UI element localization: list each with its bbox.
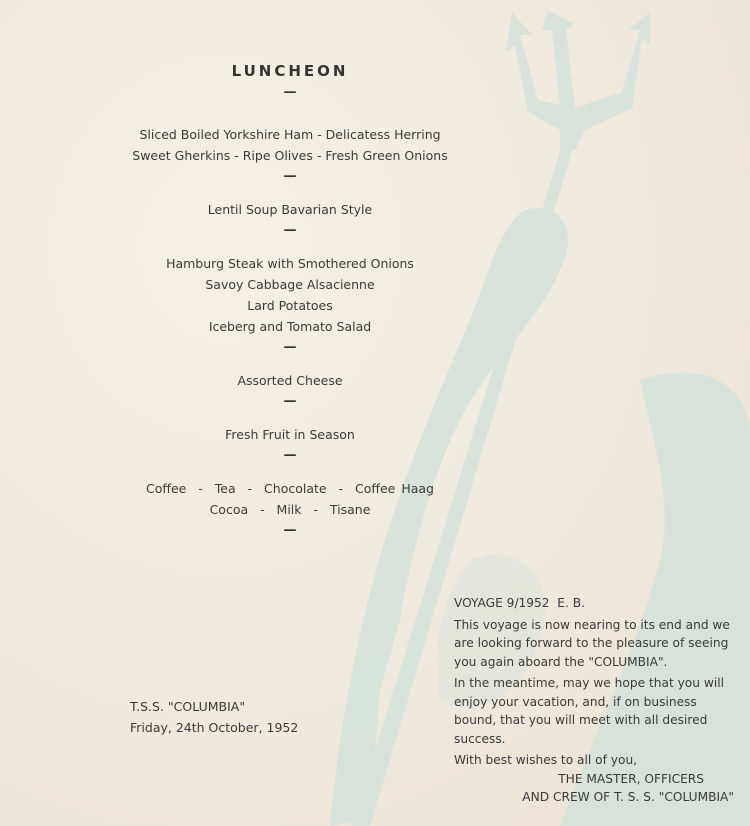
menu-item: Lard Potatoes	[247, 298, 333, 313]
voyage-number: VOYAGE 9/1952 E. B.	[454, 596, 585, 610]
message-paragraph: In the meantime, may we hope that you will enjoy your vacation, and, if on business bound, that you will meet with all desired success.	[454, 676, 724, 746]
farewell-message	[454, 594, 734, 807]
menu-item: Sweet Gherkins - Ripe Olives - Fresh Green Onions	[132, 148, 448, 163]
divider: —	[283, 448, 297, 463]
menu-body	[90, 60, 490, 541]
message-closing: With best wishes to all of you,	[454, 753, 638, 767]
menu-title: LUNCHEON	[231, 62, 349, 80]
divider: —	[283, 340, 297, 355]
signoff-line: AND CREW OF T. S. S. "COLUMBIA"	[522, 790, 734, 804]
divider: —	[283, 85, 297, 100]
ship-info	[130, 696, 298, 738]
menu-item: Cocoa - Milk - Tisane	[209, 502, 371, 517]
menu-item: Hamburg Steak with Smothered Onions	[166, 256, 414, 271]
message-paragraph: This voyage is now nearing to its end and we are looking forward to the pleasure of seeing you again aboard the "COLUMBIA".	[454, 617, 730, 669]
divider: —	[283, 223, 297, 238]
divider: —	[283, 169, 297, 184]
divider: —	[283, 523, 297, 538]
menu-item: Savoy Cabbage Alsacienne	[205, 277, 375, 292]
menu-item: Lentil Soup Bavarian Style	[207, 202, 373, 217]
signoff-line: THE MASTER, OFFICERS	[558, 771, 704, 786]
menu-item: Assorted Cheese	[237, 373, 343, 388]
menu-item: Sliced Boiled Yorkshire Ham - Delicatess Herring	[139, 127, 441, 142]
menu-item: Fresh Fruit in Season	[225, 427, 355, 442]
ship-name: T.S.S. "COLUMBIA"	[130, 699, 246, 714]
divider: —	[283, 394, 297, 409]
menu-item: Iceberg and Tomato Salad	[208, 319, 372, 334]
menu-item: Coffee - Tea - Chocolate - Coffee Haag	[146, 481, 434, 496]
menu-date: Friday, 24th October, 1952	[130, 720, 299, 735]
